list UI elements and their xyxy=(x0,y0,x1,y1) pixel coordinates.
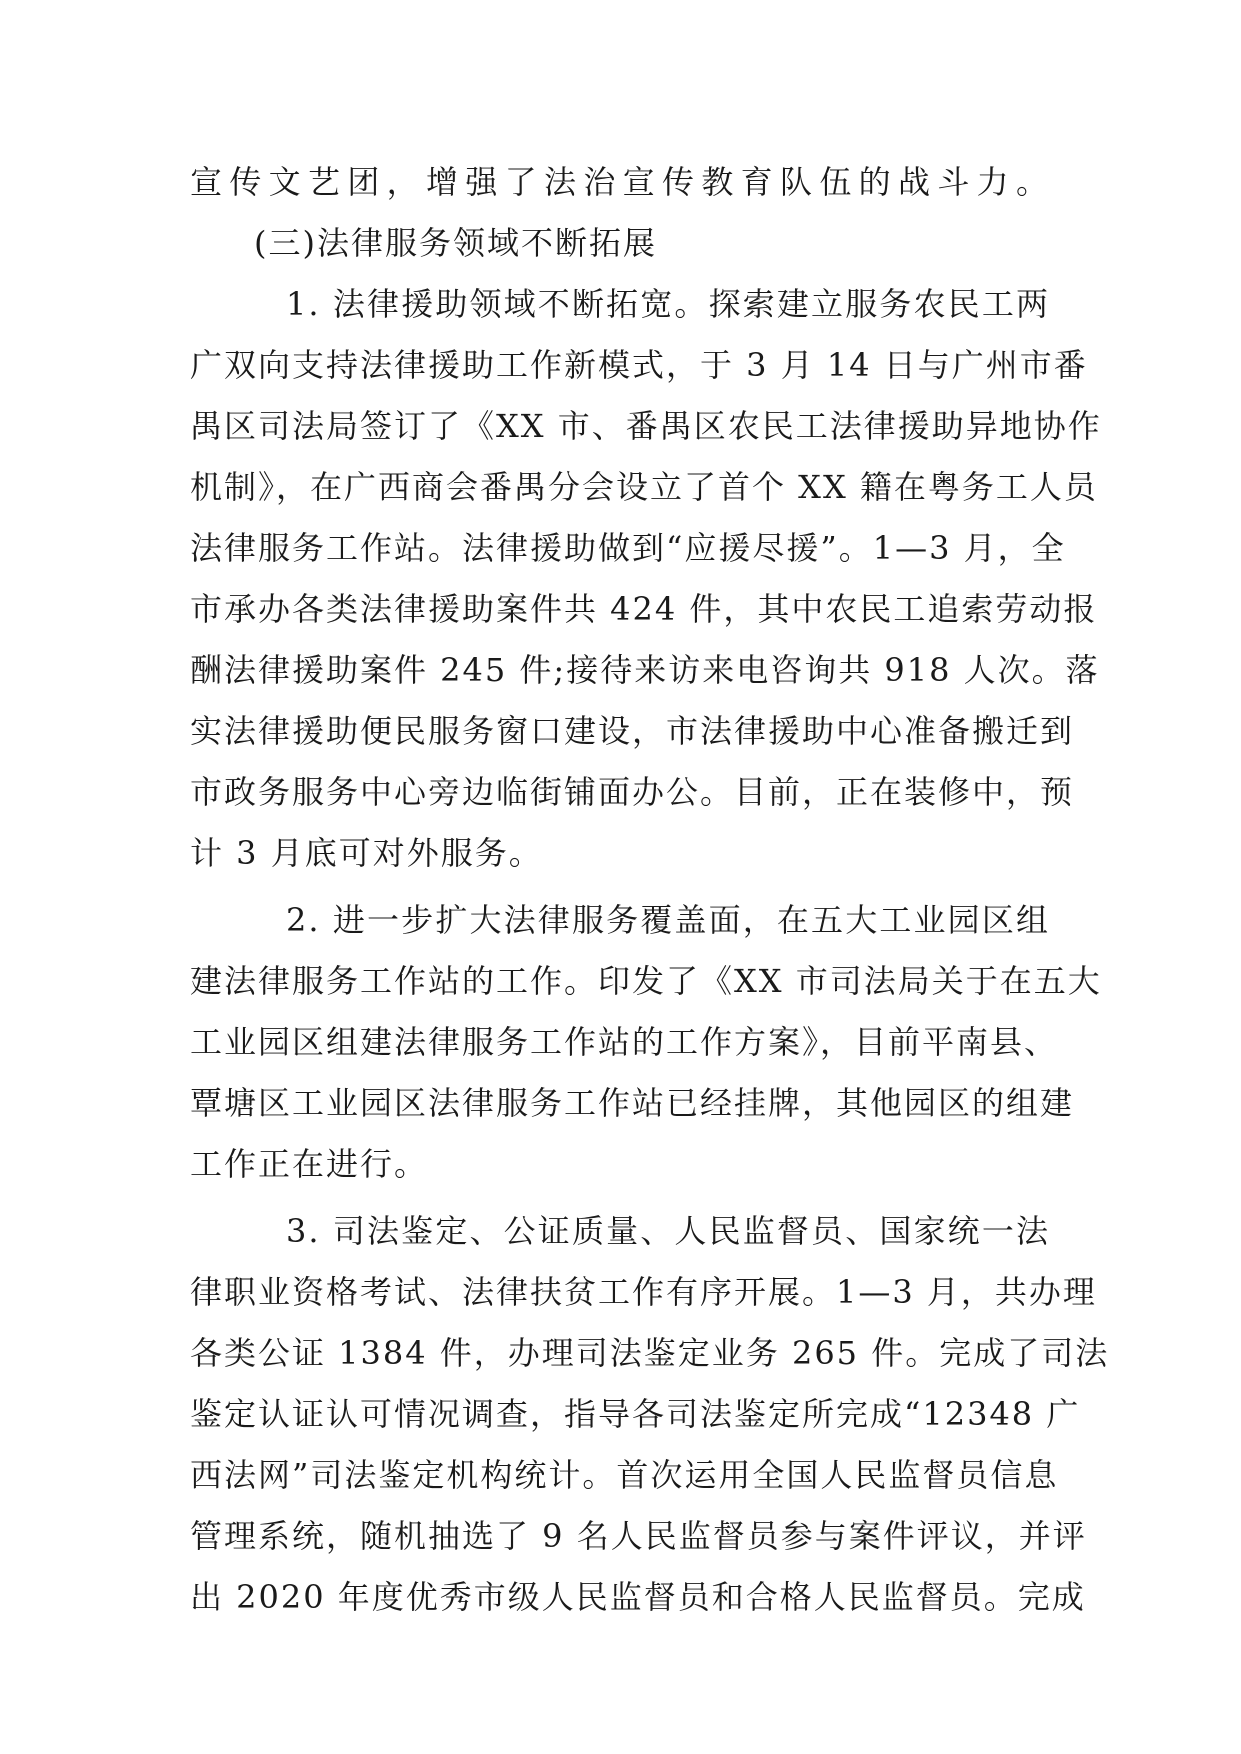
document-body xyxy=(190,152,1110,1628)
text-line: 覃塘区工业园区法律服务工作站已经挂牌，其他园区的组建 xyxy=(190,1084,1075,1122)
text-line: 西法网”司法鉴定机构统计。首次运用全国人民监督员信息 xyxy=(190,1456,1059,1494)
text-line: 出 2020 年度优秀市级人民监督员和合格人民监督员。完成 xyxy=(190,1578,1086,1616)
text-line: 机制》，在广西商会番禺分会设立了首个 XX 籍在粤务工人员 xyxy=(190,468,1098,506)
text-line: 管理系统，随机抽选了 9 名人民监督员参与案件评议，并评 xyxy=(190,1517,1087,1555)
paragraph-first-line: 1. 法律援助领域不断拓宽。探索建立服务农民工两 xyxy=(286,285,1050,323)
text-line: 酬法律援助案件 245 件;接待来访来电咨询共 918 人次。落 xyxy=(190,651,1100,689)
text-line: 广双向支持法律援助工作新模式，于 3 月 14 日与广州市番 xyxy=(190,346,1088,384)
text-line: 市政务服务中心旁边临街铺面办公。目前，正在装修中，预 xyxy=(190,773,1075,811)
text-line: 律职业资格考试、法律扶贫工作有序开展。1—3 月，共办理 xyxy=(190,1273,1097,1311)
text-line: 工业园区组建法律服务工作站的工作方案》，目前平南县、 xyxy=(190,1023,1059,1061)
text-line: 各类公证 1384 件，办理司法鉴定业务 265 件。完成了司法 xyxy=(190,1334,1110,1372)
paragraph-last-line: 工作正在进行。 xyxy=(190,1145,429,1183)
text-line: 实法律援助便民服务窗口建设，市法律援助中心准备搬迁到 xyxy=(190,712,1075,750)
paragraph-first-line: 2. 进一步扩大法律服务覆盖面，在五大工业园区组 xyxy=(286,901,1050,939)
paragraph-last-line: 计 3 月底可对外服务。 xyxy=(190,834,543,872)
section-heading: (三)法律服务领域不断拓展 xyxy=(254,224,657,262)
text-line: 禺区司法局签订了《XX 市、番禺区农民工法律援助异地协作 xyxy=(190,407,1102,445)
text-line: 法律服务工作站。法律援助做到“应援尽援”。1—3 月，全 xyxy=(190,529,1066,567)
text-line: 宣传文艺团，增强了法治宣传教育队伍的战斗力。 xyxy=(190,163,1050,201)
text-line: 市承办各类法律援助案件共 424 件，其中农民工追索劳动报 xyxy=(190,590,1098,628)
paragraph-first-line: 3. 司法鉴定、公证质量、人民监督员、国家统一法 xyxy=(286,1212,1050,1250)
text-line: 建法律服务工作站的工作。印发了《XX 市司法局关于在五大 xyxy=(190,962,1102,1000)
text-line: 鉴定认证认可情况调查，指导各司法鉴定所完成“12348 广 xyxy=(190,1395,1081,1433)
